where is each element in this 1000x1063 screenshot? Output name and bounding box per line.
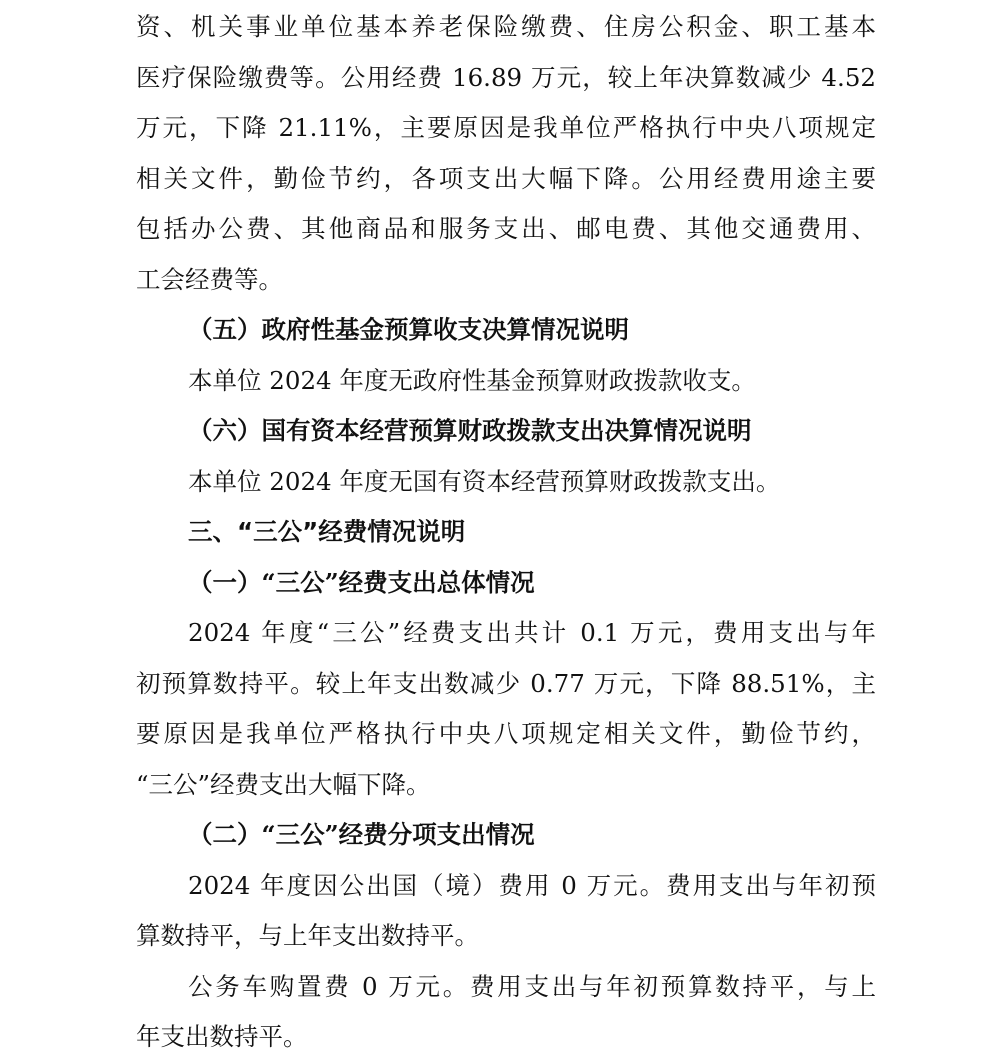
text-line: 公务车购置费 0 万元。费用支出与年初预算数持平，与上 bbox=[188, 971, 876, 1001]
subheading-overall: （一）“三公”经费支出总体情况 bbox=[188, 567, 535, 597]
paragraph-government-fund: 本单位 2024 年度无政府性基金预算财政拨款收支。 bbox=[188, 365, 756, 395]
text-line: “三公”经费支出大幅下降。 bbox=[136, 769, 431, 799]
text-line: 包括办公费、其他商品和服务支出、邮电费、其他交通费用、 bbox=[136, 214, 876, 243]
paragraph-state-capital: 本单位 2024 年度无国有资本经营预算财政拨款支出。 bbox=[188, 466, 781, 496]
text-line: 医疗保险缴费等。公用经费 16.89 万元，较上年决算数减少 4.52 bbox=[136, 62, 876, 92]
text-line: 万元，下降 21.11%，主要原因是我单位严格执行中央八项规定 bbox=[136, 113, 876, 142]
text-line: 相关文件，勤俭节约，各项支出大幅下降。公用经费用途主要 bbox=[136, 163, 876, 193]
subheading-itemized: （二）“三公”经费分项支出情况 bbox=[188, 820, 535, 849]
text-line: 工会经费等。 bbox=[136, 264, 283, 294]
text-line: 2024 年度“三公”经费支出共计 0.1 万元，费用支出与年 bbox=[188, 618, 876, 647]
paragraph-overall bbox=[136, 608, 876, 810]
text-line: 初预算数持平。较上年支出数减少 0.77 万元，下降 88.51%，主 bbox=[136, 668, 876, 698]
subheading-government-fund: （五）政府性基金预算收支决算情况说明 bbox=[188, 315, 629, 344]
document-page bbox=[136, 0, 876, 1063]
subheading-state-capital: （六）国有资本经营预算财政拨款支出决算情况说明 bbox=[188, 416, 752, 445]
paragraph-vehicle-purchase bbox=[136, 962, 876, 1063]
text-line: 要原因是我单位严格执行中央八项规定相关文件，勤俭节约， bbox=[136, 719, 876, 748]
paragraph-public-expenses bbox=[136, 2, 876, 305]
section-heading-three-public: 三、“三公”经费情况说明 bbox=[188, 517, 466, 546]
text-line: 算数持平，与上年支出数持平。 bbox=[136, 921, 479, 950]
text-line: 资、机关事业单位基本养老保险缴费、住房公积金、职工基本 bbox=[136, 12, 876, 41]
text-line: 年支出数持平。 bbox=[136, 1022, 308, 1051]
text-line: 2024 年度因公出国（境）费用 0 万元。费用支出与年初预 bbox=[188, 870, 876, 900]
paragraph-overseas-travel bbox=[136, 861, 876, 962]
